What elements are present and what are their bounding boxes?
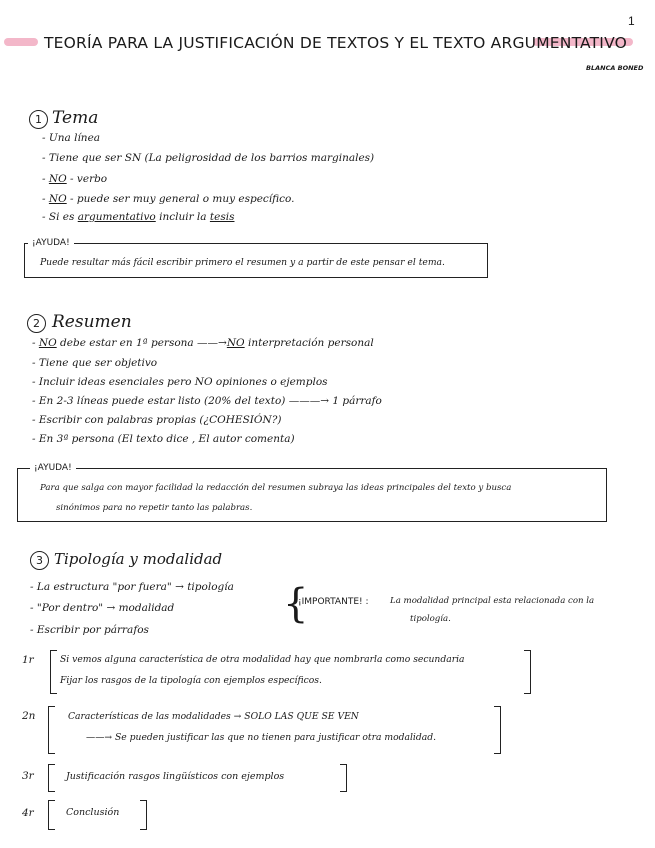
- paragraph-3-bracket-right: [340, 764, 347, 792]
- sec1-item-5: - Si es argumentativo incluir la tesis: [42, 211, 235, 223]
- sec1-no-1: NO: [48, 173, 67, 185]
- paragraph-2-line-2: ——→ Se pueden justificar las que no tienen para justificar otra modalidad.: [86, 732, 437, 743]
- section-1-title: Tema: [52, 108, 99, 128]
- sec3-item-1: - La estructura "por fuera" → tipología: [30, 581, 234, 593]
- paragraph-1-label: 1r: [22, 654, 34, 666]
- importante-text-1: La modalidad principal esta relacionada con la: [390, 596, 595, 606]
- paragraph-2-bracket-left: [48, 706, 55, 754]
- sec2-help-text-1: Para que salga con mayor facilidad la redacción del resumen subraya las ideas principales del texto y busca: [40, 483, 512, 493]
- paragraph-1-line-1: Si vemos alguna característica de otra modalidad hay que nombrarla como secundaria: [60, 654, 465, 665]
- author-name: BLANCA BONED: [586, 64, 644, 72]
- section-2-number: 2: [27, 314, 46, 333]
- paragraph-1-bracket-left: [50, 650, 57, 694]
- sec2-item-1: - NO debe estar en 1ª persona ——→NO interpretación personal: [32, 337, 374, 349]
- sec1-no-2: NO: [48, 193, 67, 205]
- paragraph-3-line-1: Justificación rasgos lingüísticos con ejemplos: [66, 771, 285, 782]
- sec1-help-text: Puede resultar más fácil escribir primero el resumen y a partir de este pensar el tema.: [40, 257, 445, 268]
- paragraph-1-line-2: Fijar los rasgos de la tipología con ejemplos específicos.: [60, 675, 322, 686]
- paragraph-2-line-1: Características de las modalidades → SOLO LAS QUE SE VEN: [68, 711, 359, 722]
- sec1-item-1: - Una línea: [42, 132, 101, 144]
- title-highlight-left: [4, 38, 38, 46]
- sec1-help-label: ¡AYUDA!: [28, 238, 74, 248]
- sec2-item-5: - Escribir con palabras propias (¿COHESIÓN?): [32, 414, 282, 426]
- paragraph-3-bracket-left: [48, 764, 55, 792]
- sec2-item-3: - Incluir ideas esenciales pero NO opiniones o ejemplos: [32, 376, 328, 388]
- section-2-title: Resumen: [52, 312, 132, 332]
- paragraph-2-label: 2n: [22, 710, 36, 722]
- sec2-help-text-2: sinónimos para no repetir tanto las palabras.: [56, 503, 253, 513]
- sec2-item-6: - En 3ª persona (El texto dice , El autor comenta): [32, 433, 295, 445]
- sec1-item-4: - NO - puede ser muy general o muy específico.: [42, 193, 295, 205]
- paragraph-3-label: 3r: [22, 770, 34, 782]
- paragraph-4-bracket-left: [48, 800, 55, 830]
- section-1-number: 1: [29, 110, 48, 129]
- paragraph-4-bracket-right: [140, 800, 147, 830]
- importante-label: ¡IMPORTANTE! :: [298, 597, 369, 607]
- sec3-item-2: - "Por dentro" → modalidad: [30, 602, 175, 614]
- paragraph-1-bracket-right: [524, 650, 531, 694]
- sec1-item-3: - NO - verbo: [42, 173, 108, 185]
- sec3-item-3: - Escribir por párrafos: [30, 624, 149, 636]
- page-title: TEORÍA PARA LA JUSTIFICACIÓN DE TEXTOS Y EL TEXTO ARGUMENTATIVO: [44, 34, 628, 52]
- paragraph-4-line-1: Conclusión: [66, 807, 120, 818]
- sec1-item-2: - Tiene que ser SN (La peligrosidad de los barrios marginales): [42, 152, 375, 164]
- paragraph-4-label: 4r: [22, 807, 34, 819]
- importante-brace: {: [283, 581, 309, 627]
- sec2-help-label: ¡AYUDA!: [30, 463, 76, 473]
- page-number: 1: [628, 14, 635, 28]
- paragraph-2-bracket-right: [494, 706, 501, 754]
- section-3-number: 3: [30, 551, 49, 570]
- sec2-item-2: - Tiene que ser objetivo: [32, 357, 158, 369]
- importante-text-2: tipología.: [410, 614, 451, 624]
- section-3-title: Tipología y modalidad: [54, 550, 223, 568]
- sec2-item-4: - En 2-3 líneas puede estar listo (20% del texto) ———→ 1 párrafo: [32, 395, 382, 407]
